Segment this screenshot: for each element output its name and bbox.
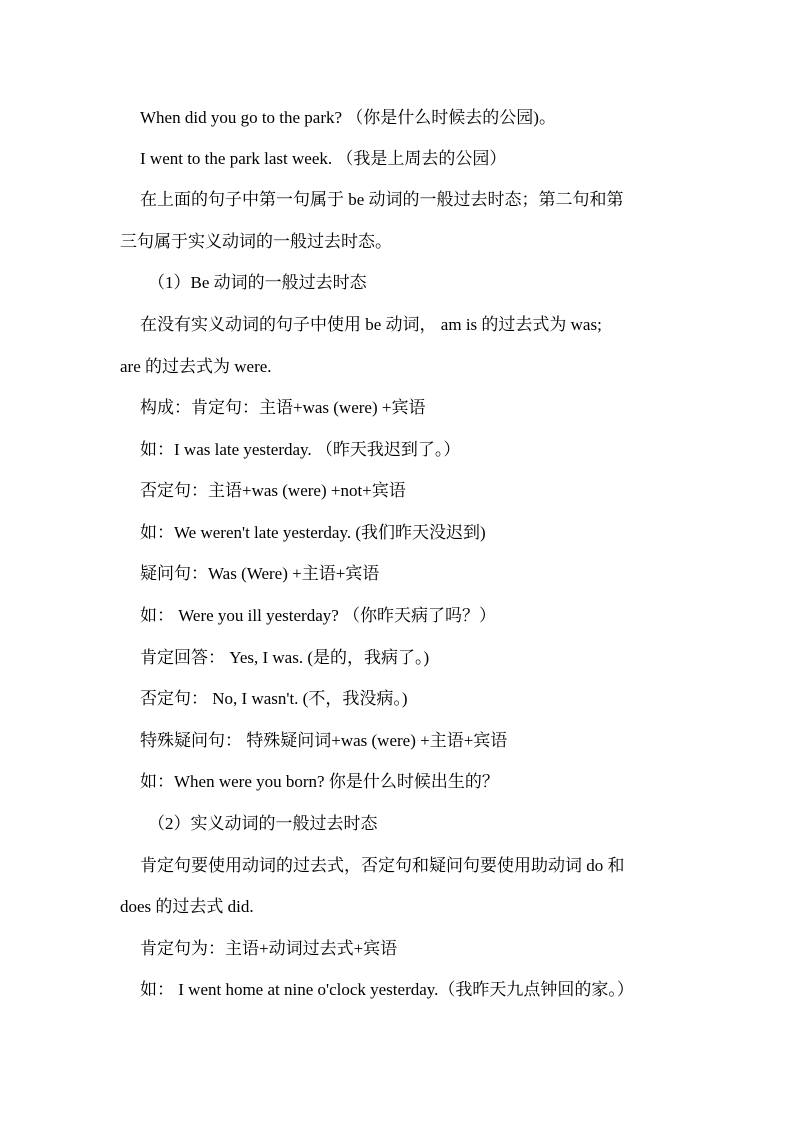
- section-heading: （1）Be 动词的一般过去时态: [148, 273, 367, 292]
- text-line: 如： I went home at nine o'clock yesterday.（我昨天九点钟回的家。）: [140, 980, 634, 999]
- text-line: 三句属于实义动词的一般过去时态。: [120, 232, 392, 251]
- text-line: I went to the park last week. （我是上周去的公园）: [140, 149, 507, 168]
- text-line: 肯定句要使用动词的过去式，否定句和疑问句要使用助动词 do 和: [140, 856, 625, 875]
- text-line: 如：When were you born? 你是什么时候出生的？: [140, 772, 499, 791]
- section-heading: （2）实义动词的一般过去时态: [148, 814, 378, 833]
- text-line: are 的过去式为 were.: [120, 357, 272, 376]
- text-line: 肯定回答： Yes, I was. (是的，我病了。): [140, 648, 430, 667]
- text-line: 否定句：主语+was (were) +not+宾语: [140, 481, 406, 500]
- text-line: 在上面的句子中第一句属于 be 动词的一般过去时态；第二句和第: [140, 190, 624, 209]
- text-line: When did you go to the park? （你是什么时候去的公园)。: [140, 108, 556, 127]
- text-line: 肯定句为：主语+动词过去式+宾语: [140, 939, 398, 958]
- text-line: 否定句： No, I wasn't. (不，我没病。): [140, 689, 408, 708]
- text-line: 特殊疑问句： 特殊疑问词+was (were) +主语+宾语: [140, 731, 508, 750]
- text-line: 如：We weren't late yesterday. (我们昨天没迟到): [140, 523, 486, 542]
- text-line: 如： Were you ill yesterday? （你昨天病了吗？）: [140, 606, 497, 625]
- text-line: 如：I was late yesterday. （昨天我迟到了。）: [140, 440, 461, 459]
- text-line: 疑问句：Was (Were) +主语+宾语: [140, 564, 380, 583]
- text-line: 构成：肯定句：主语+was (were) +宾语: [140, 398, 426, 417]
- text-line: does 的过去式 did.: [120, 897, 254, 916]
- text-line: 在没有实义动词的句子中使用 be 动词， am is 的过去式为 was;: [140, 315, 602, 334]
